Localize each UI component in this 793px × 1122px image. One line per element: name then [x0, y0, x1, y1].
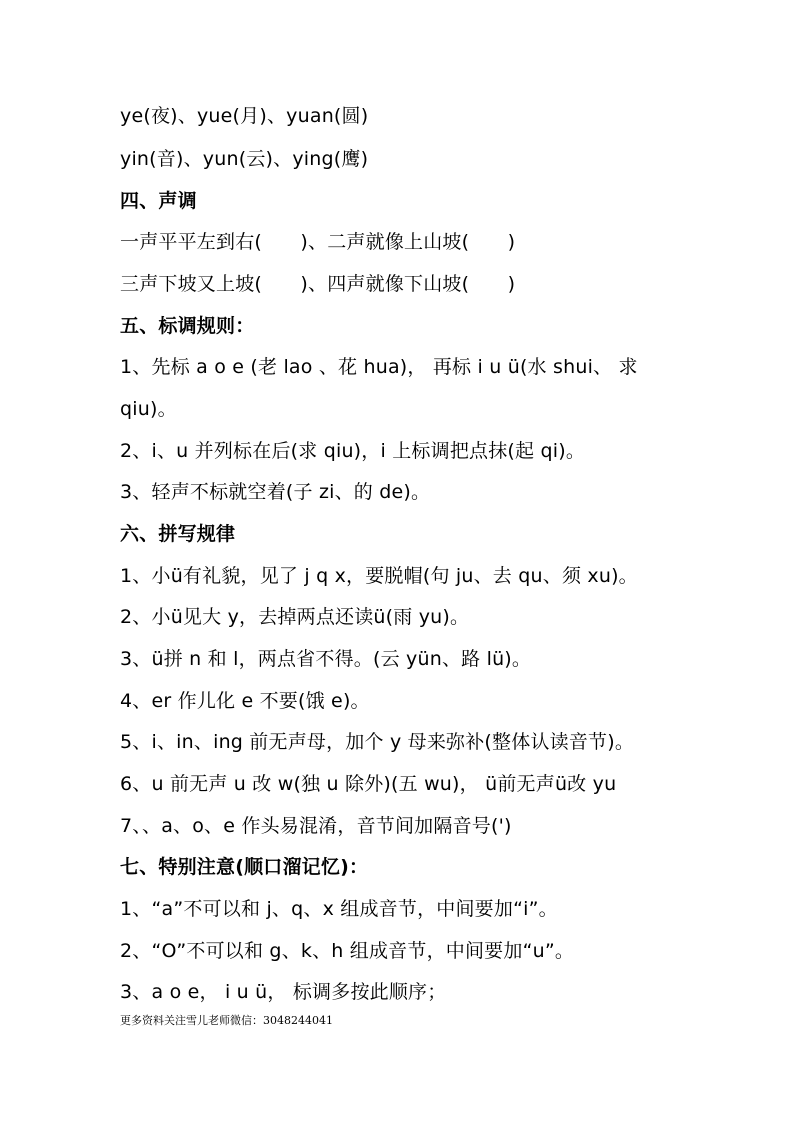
text-line-1: ye(夜)、yue(月)、yuan(圆): [120, 105, 369, 127]
text-line-spelling-6: 6、u 前无声 u 改 w(独 u 除外)(五 wu)， ü前无声ü改 yu: [120, 773, 617, 795]
text-line-spelling-3: 3、ü拼 n 和 l，两点省不得。(云 yün、路 lü)。: [120, 648, 532, 670]
text-line-rule-1: 1、先标 a o e (老 lao 、花 hua)， 再标 i u ü(水 shui、 求: [120, 356, 638, 378]
text-line-spelling-5: 5、i、in、ing 前无声母，加个 y 母来弥补(整体认读音节)。: [120, 731, 635, 753]
text-line-tones-1: 一声平平左到右( )、二声就像上山坡( ): [120, 231, 516, 253]
footer-note: 更多资料关注雪儿老师微信：3048244041: [120, 1014, 333, 1027]
text-line-spelling-2: 2、小ü见大 y，去掉两点还读ü(雨 yu)。: [120, 606, 470, 628]
text-line-rule-1-cont: qiu)。: [120, 398, 177, 420]
section-heading-spelling: 六、拼写规律: [120, 523, 236, 545]
section-heading-tone-rules: 五、标调规则：: [120, 315, 255, 337]
text-line-notes-3: 3、a o e， i u ü， 标调多按此顺序；: [120, 981, 447, 1003]
text-line-rule-3: 3、轻声不标就空着(子 zi、的 de)。: [120, 481, 431, 503]
text-line-2: yin(音)、yun(云)、ying(鹰): [120, 148, 369, 170]
text-line-spelling-4: 4、er 作儿化 e 不要(饿 e)。: [120, 690, 370, 712]
text-line-notes-2: 2、“O”不可以和 g、k、h 组成音节，中间要加“u”。: [120, 940, 575, 962]
section-heading-notes: 七、特别注意(顺口溜记忆)：: [120, 856, 369, 878]
text-line-tones-2: 三声下坡又上坡( )、四声就像下山坡( ): [120, 273, 516, 295]
text-line-spelling-1: 1、小ü有礼貌，见了 j q x，要脱帽(句 ju、去 qu、须 xu)。: [120, 565, 638, 587]
text-line-rule-2: 2、i、u 并列标在后(求 qiu)，i 上标调把点抹(起 qi)。: [120, 440, 586, 462]
text-line-notes-1: 1、“a”不可以和 j、q、x 组成音节，中间要加“i”。: [120, 898, 558, 920]
text-line-spelling-7: 7、、a、o、e 作头易混淆，音节间加隔音号('): [120, 815, 512, 837]
section-heading-tones: 四、声调: [120, 190, 197, 212]
